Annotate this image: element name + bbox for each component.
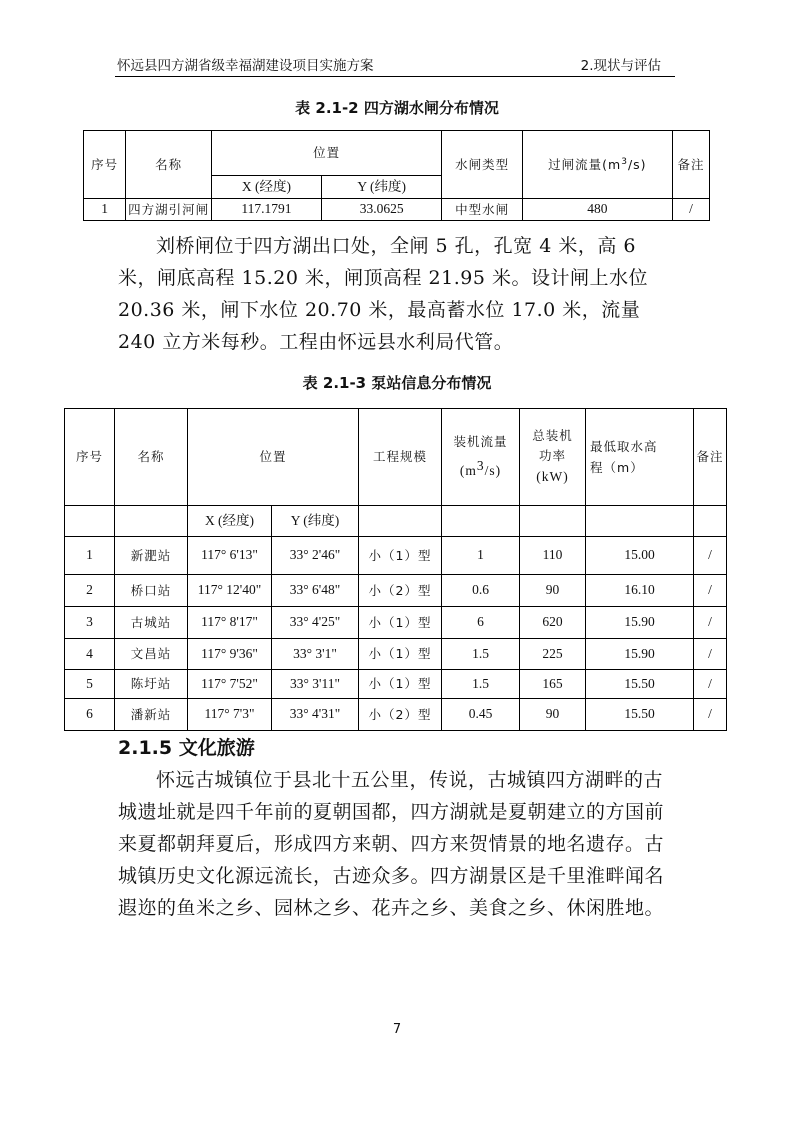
table2-cell-name: 陈圩站 [115, 670, 188, 699]
table2-cell-note: / [694, 670, 727, 699]
section-heading: 2.1.5 文化旅游 [118, 737, 255, 759]
table2-subheader-row [65, 506, 727, 537]
page-number: 7 [392, 1022, 402, 1037]
table1-caption: 表 2.1-2 四方湖水闸分布情况 [295, 99, 499, 117]
table2-caption: 表 2.1-3 泵站信息分布情况 [302, 374, 492, 392]
table2-cell-scale: 小（2）型 [359, 575, 442, 607]
header-rule [115, 76, 675, 77]
table2-cell-flow: 0.6 [442, 575, 520, 607]
table1-cell-note: / [672, 199, 709, 221]
table2-cell-index: 6 [65, 699, 115, 731]
table1-header-index: 序号 [84, 131, 126, 199]
table2-cell-flow: 1 [442, 537, 520, 575]
table2-cell-note: / [694, 575, 727, 607]
table-row [65, 699, 727, 731]
table2-cell-index: 1 [65, 537, 115, 575]
table2-cell-index: 3 [65, 607, 115, 639]
table2-cell-flow: 1.5 [442, 670, 520, 699]
table2-cell-x: 117° 7'52" [188, 670, 272, 699]
table2-cell-scale: 小（1）型 [359, 670, 442, 699]
table2-cell-x: 117° 8'17" [188, 607, 272, 639]
table2-cell-level: 15.00 [586, 537, 694, 575]
header-chapter-title: 2.现状与评估 [580, 58, 661, 74]
table1-header-x: X (经度) [211, 176, 321, 199]
table2-header-position: 位置 [188, 409, 359, 506]
table2-cell-power: 90 [520, 575, 586, 607]
table2-cell-y: 33° 6'48" [272, 575, 359, 607]
table2-cell-flow: 0.45 [442, 699, 520, 731]
table2-cell-name: 桥口站 [115, 575, 188, 607]
page-header [115, 52, 675, 74]
table2-cell-name: 新淝站 [115, 537, 188, 575]
table-row [65, 575, 727, 607]
table2-header-power: 总装机 功率 (kW) [520, 409, 586, 506]
body-paragraph-culture: 怀远古城镇位于县北十五公里，传说，古城镇四方湖畔的古城遗址就是四千年前的夏朝国都，四方湖就是夏朝建立的方国前来夏都朝拜夏后，形成四方来朝、四方来贺情景的地名遗存。古城镇历史文化源远流长，古迹众多。四方湖景区是千里淮畔闻名遐迩的鱼米之乡、园林之乡、花卉之乡、美食之乡、休闲胜地。 [118, 769, 665, 919]
table1-cell-type: 中型水闸 [442, 199, 522, 221]
table2-header-level: 最低取水高 程（m） [586, 409, 694, 506]
table2-cell-level: 15.90 [586, 607, 694, 639]
table2-cell-index: 2 [65, 575, 115, 607]
table2-cell-scale: 小（1）型 [359, 607, 442, 639]
table2-cell-x: 117° 12'40" [188, 575, 272, 607]
table-row [65, 639, 727, 670]
table2-cell-power: 110 [520, 537, 586, 575]
table2-header-y: Y (纬度) [272, 506, 359, 537]
table2-cell-flow: 1.5 [442, 639, 520, 670]
table1-header-flow: 过闸流量$(m^3/s)$ [522, 131, 672, 199]
header-document-title: 怀远县四方湖省级幸福湖建设项目实施方案 [117, 58, 374, 74]
table2-cell-scale: 小（1）型 [359, 537, 442, 575]
table2-cell-x: 117° 6'13" [188, 537, 272, 575]
table2-cell-note: / [694, 639, 727, 670]
sluice-table [83, 130, 710, 221]
table2-cell-power: 90 [520, 699, 586, 731]
table1-cell-y: 33.0625 [321, 199, 442, 221]
table-row [65, 537, 727, 575]
table-row [65, 607, 727, 639]
table2-header-scale: 工程规模 [359, 409, 442, 506]
table-row [65, 670, 727, 699]
table2-cell-y: 33° 3'1" [272, 639, 359, 670]
table2-cell-flow: 6 [442, 607, 520, 639]
table2-cell-index: 4 [65, 639, 115, 670]
table2-cell-note: / [694, 699, 727, 731]
table2-cell-y: 33° 4'31" [272, 699, 359, 731]
table1-header-name: 名称 [126, 131, 212, 199]
table2-header-name: 名称 [115, 409, 188, 506]
table2-cell-index: 5 [65, 670, 115, 699]
table2-header-index: 序号 [65, 409, 115, 506]
table2-cell-power: 165 [520, 670, 586, 699]
table2-cell-power: 225 [520, 639, 586, 670]
table2-cell-name: 文昌站 [115, 639, 188, 670]
table2-cell-y: 33° 2'46" [272, 537, 359, 575]
table2-cell-y: 33° 3'11" [272, 670, 359, 699]
table2-cell-power: 620 [520, 607, 586, 639]
table-row [84, 199, 710, 221]
table1-cell-name: 四方湖引河闸 [126, 199, 212, 221]
table1-cell-flow: 480 [522, 199, 672, 221]
table2-cell-note: / [694, 537, 727, 575]
table1-cell-index: 1 [84, 199, 126, 221]
table2-cell-x: 117° 7'3" [188, 699, 272, 731]
table1-header-type: 水闸类型 [442, 131, 522, 199]
table2-cell-name: 古城站 [115, 607, 188, 639]
table1-header-position: 位置 [211, 131, 442, 176]
body-paragraph-sluice: 刘桥闸位于四方湖出口处，全闸 5 孔，孔宽 4 米，高 6 米，闸底高程 15.20 米，闸顶高程 21.95 米。设计闸上水位 20.36 米，闸下水位 20.70 米，最高蓄水位 17.0 米，流量 240 立方米每秒。工程由怀远县水利局代管。 [118, 235, 648, 353]
table2-cell-level: 15.50 [586, 670, 694, 699]
table1-header-note: 备注 [672, 131, 709, 199]
pump-station-table [64, 408, 727, 731]
table2-cell-y: 33° 4'25" [272, 607, 359, 639]
table2-header-x: X (经度) [188, 506, 272, 537]
table2-header-row [65, 409, 727, 506]
table2-cell-level: 15.50 [586, 699, 694, 731]
table2-cell-note: / [694, 607, 727, 639]
table2-header-flow: 装机流量 $(m^3/s)$ [442, 409, 520, 506]
table2-cell-scale: 小（1）型 [359, 639, 442, 670]
table2-cell-level: 15.90 [586, 639, 694, 670]
table1-header-y: Y (纬度) [321, 176, 442, 199]
table2-cell-name: 潘新站 [115, 699, 188, 731]
table1-header-row [84, 131, 710, 176]
table2-cell-scale: 小（2）型 [359, 699, 442, 731]
table1-cell-x: 117.1791 [211, 199, 321, 221]
table2-cell-level: 16.10 [586, 575, 694, 607]
table2-cell-x: 117° 9'36" [188, 639, 272, 670]
table2-header-note: 备注 [694, 409, 727, 506]
